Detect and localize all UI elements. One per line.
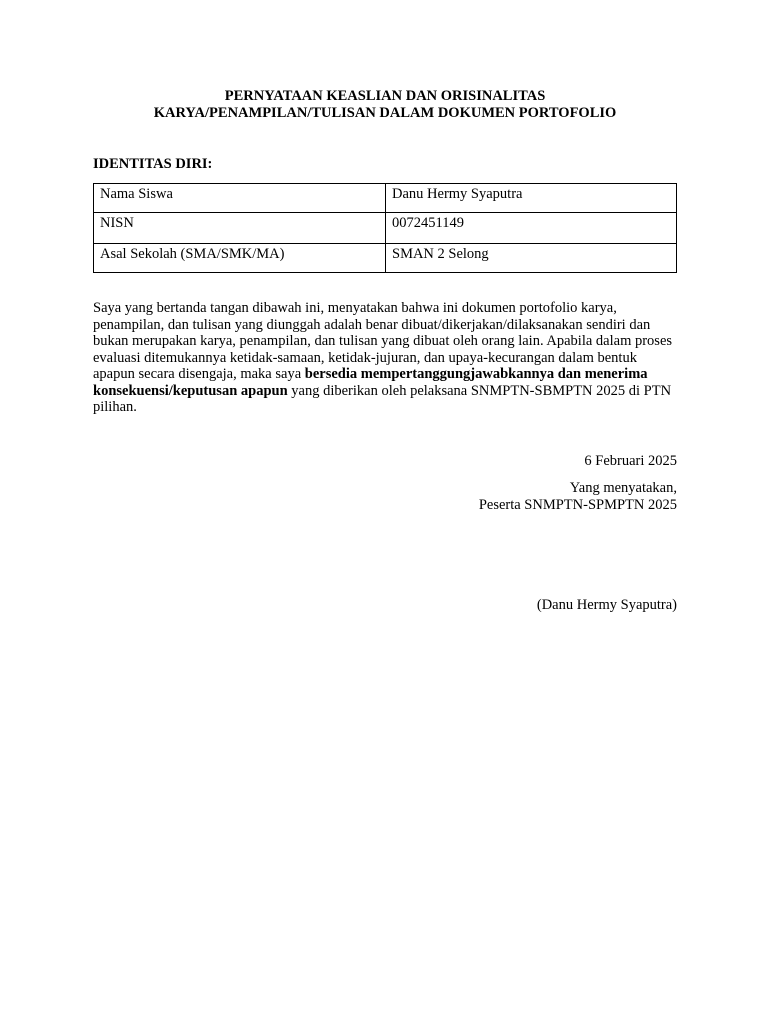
identity-label-name: Nama Siswa xyxy=(94,184,386,213)
declarant-line-2: Peserta SNMPTN-SPMPTN 2025 xyxy=(478,497,677,513)
identity-label-nisn: NISN xyxy=(94,213,386,244)
table-row xyxy=(94,244,677,273)
identity-table xyxy=(93,183,677,273)
document-title xyxy=(93,88,677,121)
identity-label-school: Asal Sekolah (SMA/SMK/MA) xyxy=(94,244,386,273)
title-line-2: KARYA/PENAMPILAN/TULISAN DALAM DOKUMEN PORTOFOLIO xyxy=(153,104,617,121)
declarant-block xyxy=(479,480,677,514)
statement-paragraph xyxy=(93,300,677,416)
statement-text-part-2: yang diberikan oleh pelaksana SNMPTN-SBMPTN 2025 di PTN pilihan. xyxy=(93,382,672,415)
identity-value-name: Danu Hermy Syaputra xyxy=(386,184,677,213)
statement-date: 6 Februari 2025 xyxy=(584,453,677,469)
statement-bold-text: bersedia mempertanggungjawabkannya dan menerima konsekuensi/keputusan apapun xyxy=(93,366,648,399)
identity-value-school: SMAN 2 Selong xyxy=(386,244,677,273)
identity-heading: IDENTITAS DIRI: xyxy=(93,156,213,172)
declarant-line-1: Yang menyatakan, xyxy=(569,480,677,496)
identity-value-nisn: 0072451149 xyxy=(386,213,677,244)
table-row xyxy=(94,184,677,213)
statement-text-part-1: Saya yang bertanda tangan dibawah ini, menyatakan bahwa ini dokumen portofolio karya, penampilan, dan tulisan yang diunggah adalah benar dibuat/dikerjakan/dilaksanakan sendiri dan bukan merupakan karya, penampilan, dan tulisan yang dibuat oleh orang lain. Apabila dalam proses evaluasi ditemukannya ketidak-samaan, ketidak-jujuran, dan upaya-kecurangan dalam bentuk apapun secara disengaja, maka saya xyxy=(93,300,673,382)
signature-name: (Danu Hermy Syaputra) xyxy=(536,597,677,613)
title-line-1: PERNYATAAN KEASLIAN DAN ORISINALITAS xyxy=(224,88,546,104)
table-row xyxy=(94,213,677,244)
